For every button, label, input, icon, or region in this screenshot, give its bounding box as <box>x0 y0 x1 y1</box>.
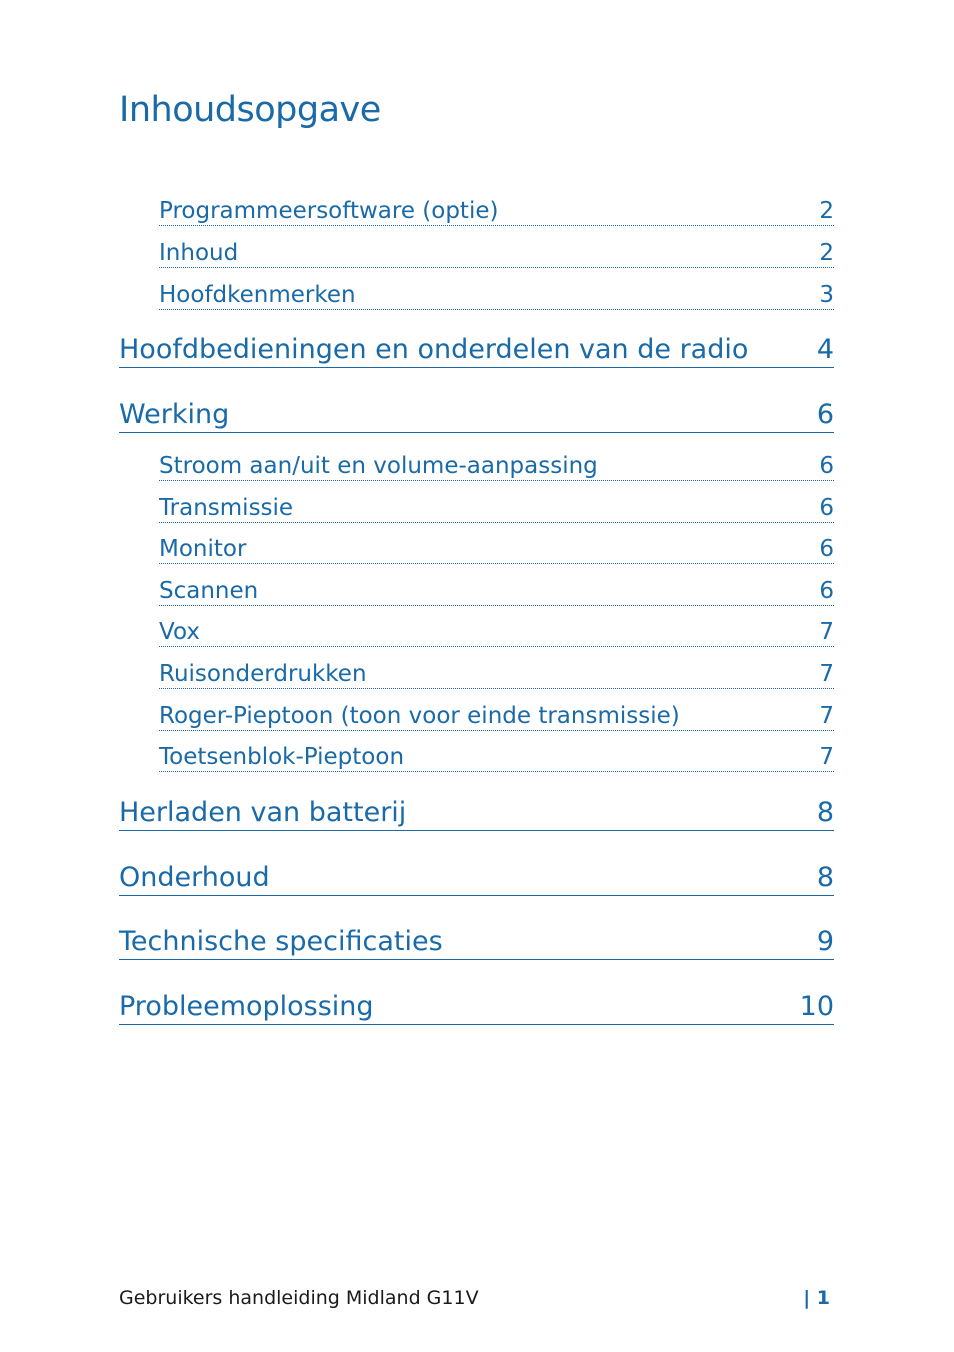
toc-entry-page: 7 <box>819 744 834 770</box>
toc-entry-hoofdkenmerken[interactable] <box>159 278 834 310</box>
page-title: Inhoudsopgave <box>119 90 381 130</box>
toc-entry-onderhoud[interactable] <box>119 858 834 896</box>
toc-entry-transmissie[interactable] <box>159 491 834 523</box>
toc-entry-page: 10 <box>799 991 834 1022</box>
toc-entry-label: Probleemoplossing <box>119 991 374 1022</box>
toc-entry-toetsenblok-pieptoon[interactable] <box>159 740 834 772</box>
toc-entry-label: Roger-Pieptoon (toon voor einde transmissie) <box>159 703 680 729</box>
toc-entry-inhoud[interactable] <box>159 236 834 268</box>
toc-entry-page: 8 <box>816 797 834 828</box>
toc-entry-page: 8 <box>816 862 834 893</box>
toc-entry-label: Inhoud <box>159 240 239 266</box>
toc-entry-monitor[interactable] <box>159 532 834 564</box>
toc-entry-page: 2 <box>819 240 834 266</box>
toc-entry-label: Vox <box>159 619 200 645</box>
toc-entry-page: 4 <box>816 334 834 365</box>
toc-entry-label: Stroom aan/uit en volume-aanpassing <box>159 453 598 479</box>
toc-entry-page: 2 <box>819 198 834 224</box>
toc-entry-vox[interactable] <box>159 615 834 647</box>
toc-entry-technische-specificaties[interactable] <box>119 922 834 960</box>
toc-entry-page: 9 <box>816 926 834 957</box>
toc-entry-label: Transmissie <box>159 495 294 521</box>
footer-manual-title: Gebruikers handleiding Midland G11V <box>119 1287 479 1309</box>
toc-entry-label: Monitor <box>159 536 247 562</box>
toc-entry-label: Technische specificaties <box>119 926 443 957</box>
toc-entry-page: 6 <box>819 536 834 562</box>
toc-entry-werking[interactable] <box>119 395 834 433</box>
toc-entry-ruisonderdrukken[interactable] <box>159 657 834 689</box>
toc-entry-page: 6 <box>819 453 834 479</box>
toc-entry-page: 7 <box>819 619 834 645</box>
toc-entry-label: Programmeersoftware (optie) <box>159 198 499 224</box>
toc-entry-herladen[interactable] <box>119 793 834 831</box>
toc-entry-stroom[interactable] <box>159 449 834 481</box>
toc-entry-label: Werking <box>119 399 230 430</box>
toc-entry-label: Onderhoud <box>119 862 270 893</box>
toc-entry-page: 7 <box>819 661 834 687</box>
toc-entry-scannen[interactable] <box>159 574 834 606</box>
toc-entry-page: 6 <box>819 578 834 604</box>
toc-entry-label: Hoofdkenmerken <box>159 282 356 308</box>
toc-entry-page: 7 <box>819 703 834 729</box>
toc-entry-roger-pieptoon[interactable] <box>159 699 834 731</box>
toc-entry-label: Ruisonderdrukken <box>159 661 367 687</box>
toc-entry-label: Scannen <box>159 578 259 604</box>
toc-entry-label: Hoofdbedieningen en onderdelen van de radio <box>119 334 749 365</box>
toc-entry-page: 3 <box>819 282 834 308</box>
toc-entry-label: Herladen van batterij <box>119 797 407 828</box>
footer-page-number: | 1 <box>803 1287 830 1309</box>
toc-entry-page: 6 <box>816 399 834 430</box>
toc-entry-label: Toetsenblok-Pieptoon <box>159 744 405 770</box>
toc-entry-hoofdbedieningen[interactable] <box>119 330 834 368</box>
toc-entry-programmeersoftware[interactable] <box>159 194 834 226</box>
toc-entry-probleemoplossing[interactable] <box>119 987 834 1025</box>
toc-entry-page: 6 <box>819 495 834 521</box>
